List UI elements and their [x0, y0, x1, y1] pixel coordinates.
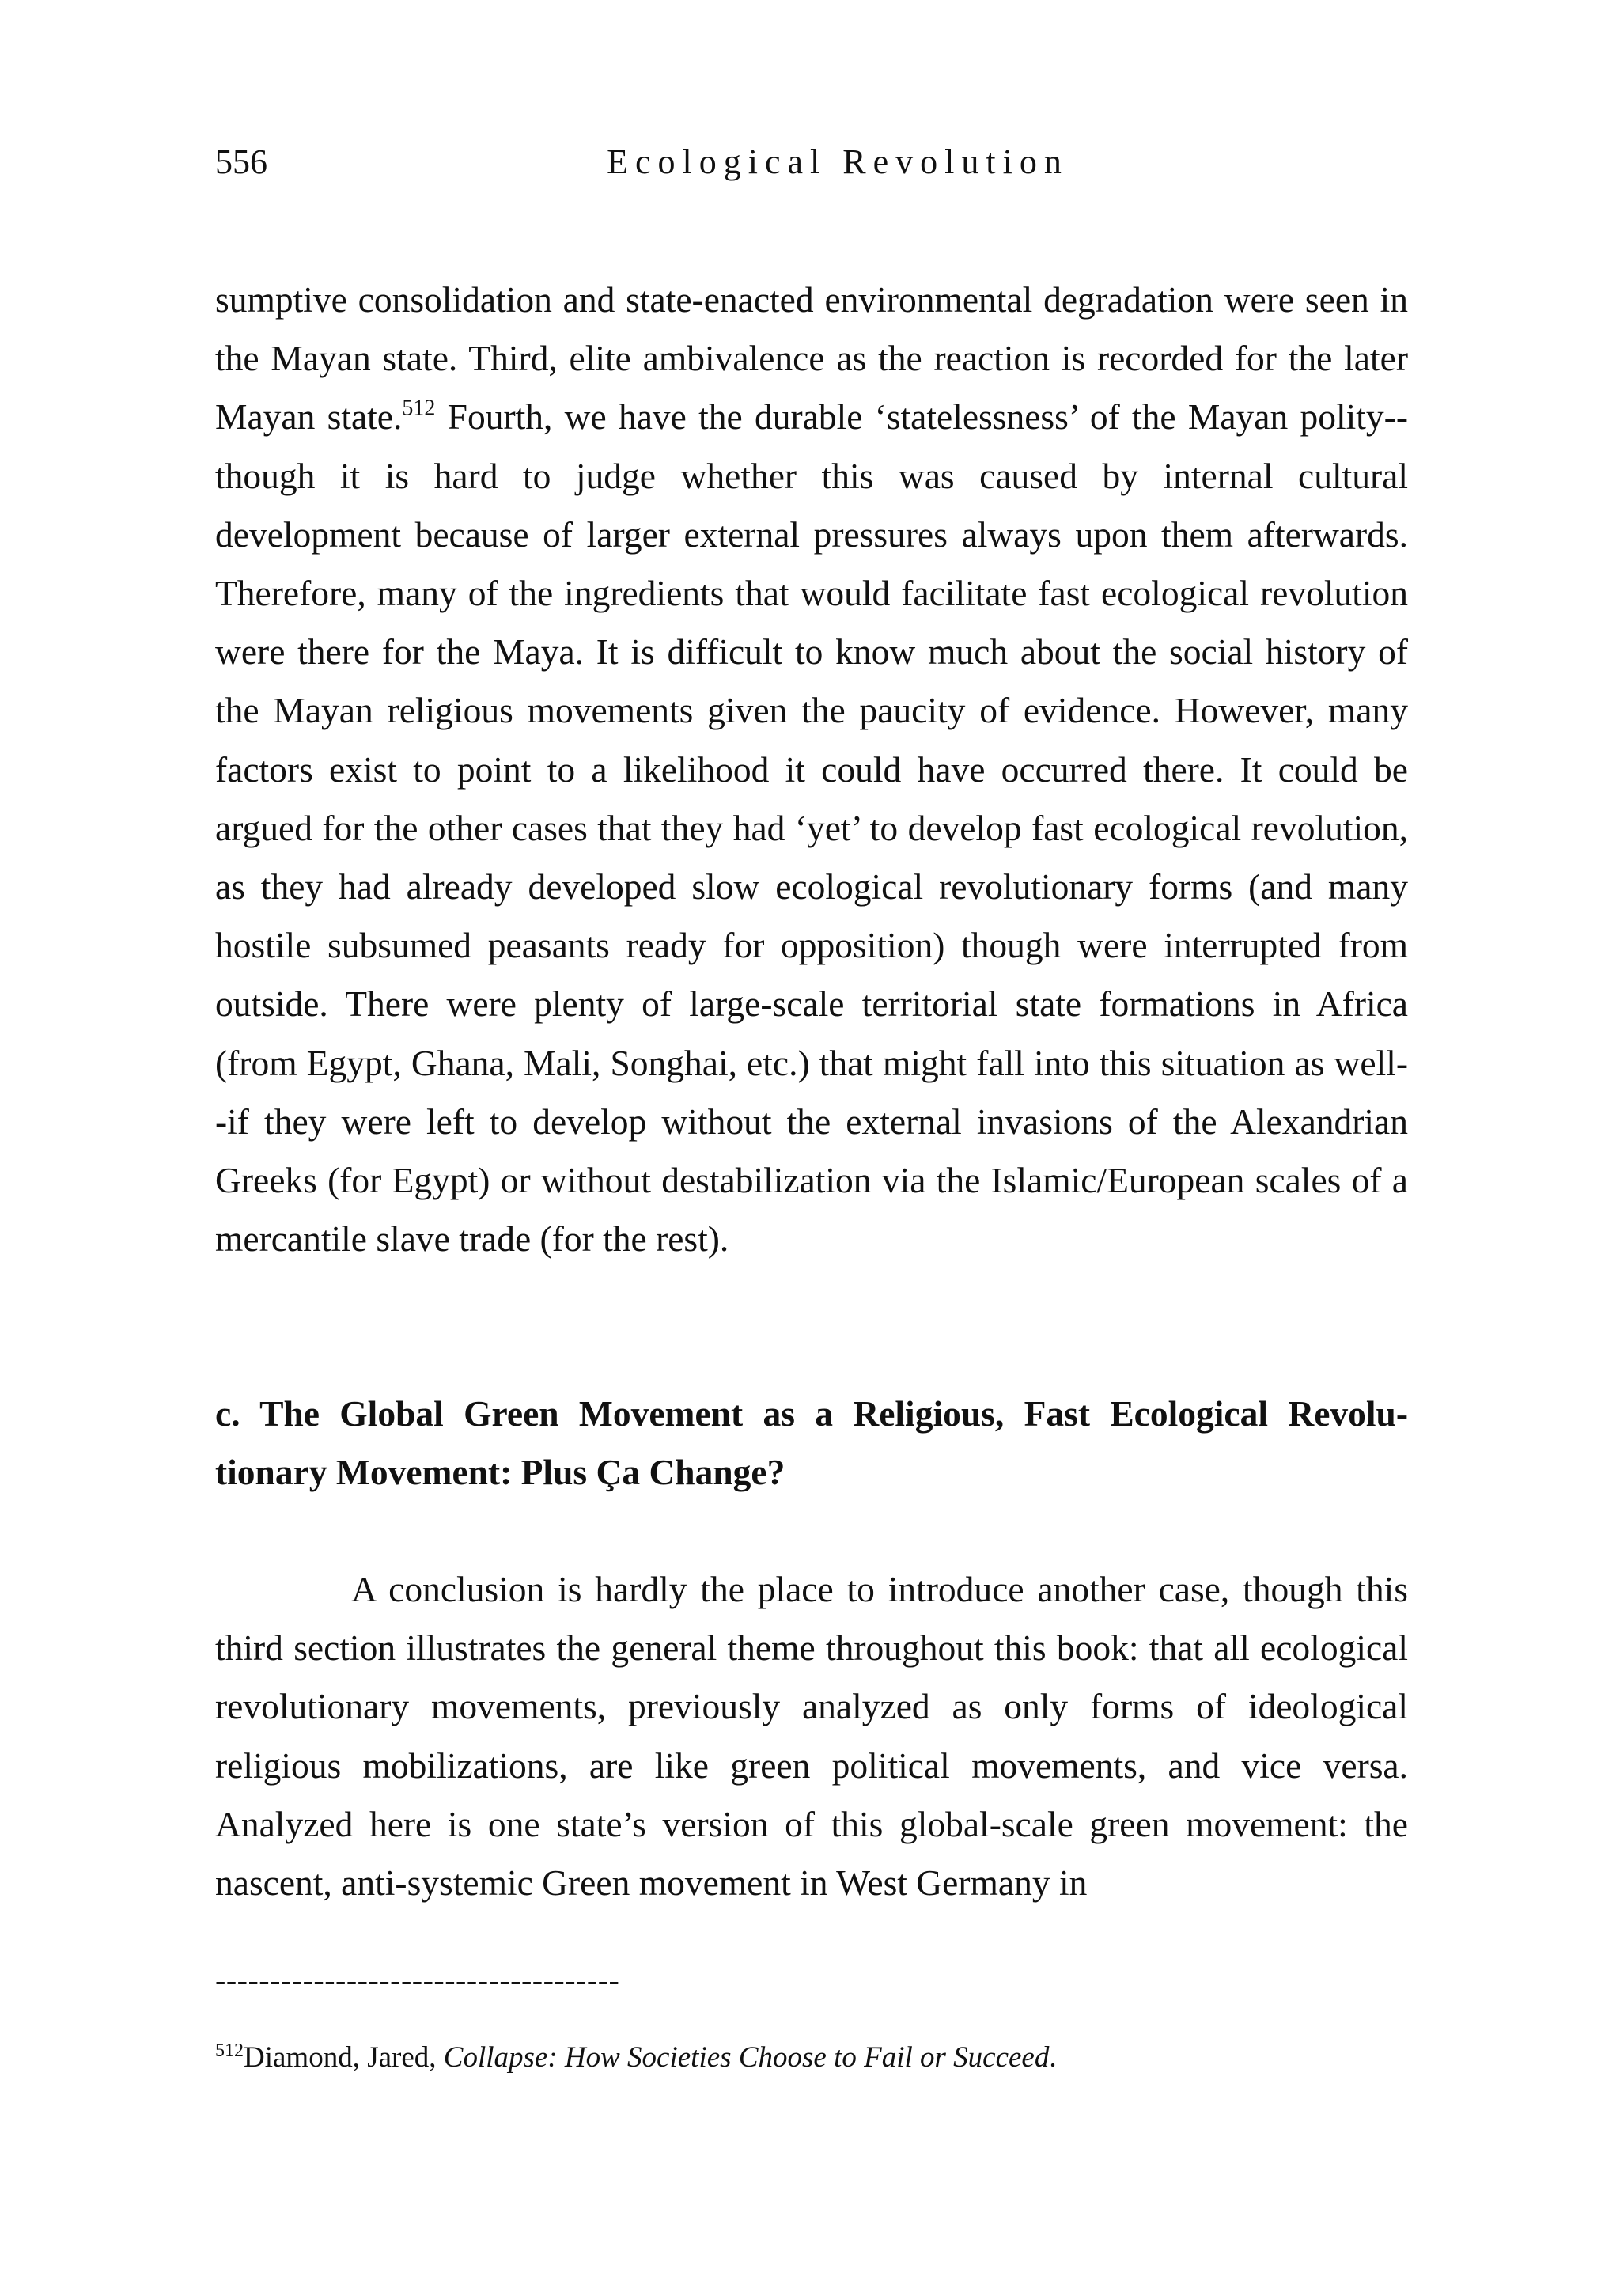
section-heading [215, 1385, 1408, 1502]
running-title: Ecological Revolution [607, 142, 1069, 181]
footnote-author: Diamond, Jared, [244, 2041, 444, 2074]
paragraph [215, 271, 1408, 1268]
footnote-number: 512 [215, 2040, 244, 2061]
body-paragraph-2 [215, 1560, 1408, 1912]
section-heading-text: c. The Global Green Movement as a Religious, Fast Ecological Revolu-tionary Movement: Plus Ça Change? [215, 1393, 1408, 1493]
footnote-reference: 512 [402, 396, 436, 422]
running-header [215, 138, 1405, 186]
footnote [215, 2038, 1408, 2078]
footnote-separator: ------------------------------------- [215, 1962, 620, 1998]
footnote-book-title: Collapse: How Societies Choose to Fail or Succeed [443, 2041, 1050, 2074]
paragraph: A conclusion is hardly the place to introduce another case, though this third section illustrates the general theme throughout this book: that all ecological revolutionary movements, previously analyzed as only forms of ideological religious mobilizations, are like green political movements, and vice versa. Analyzed here is one state’s version of this global-scale green movement: the nascent, anti-systemic Green movement in West Germany in [215, 1569, 1408, 1904]
page-number: 556 [215, 142, 267, 181]
footnote-end: . [1049, 2041, 1057, 2074]
paragraph-text-after-ref: Fourth, we have the durable ‘statelessness’ of the Mayan polity--though it is hard to judge whether this was caused by internal cultural development because of larger external pressures always upon them afterwards. Therefore, many of the ingredients that would facilitate fast ecological revolution were there for the Maya. It is difficult to know much about the social history of the Mayan religious movements given the paucity of evidence. However, many factors exist to point to a likelihood it could have occurred there. It could be argued for the other cases that they had ‘yet’ to develop fast ecological revolution, as they had already developed slow ecological revolutionary forms (and many hostile subsumed peasants ready for opposition) though were interrupted from outside. There were plenty of large-scale territorial state formations in Africa (from Egypt, Ghana, Mali, Songhai, etc.) that might fall into this situation as well--if they were left to develop without the external invasions of the Alexandrian Greeks (for Egypt) or without destabilization via the Islamic/European scales of a mercantile slave trade (for the rest). [215, 396, 1408, 1260]
body-paragraph-1 [215, 271, 1408, 1268]
paragraph-text-before-ref: sumptive consolidation and state-enacted environmental degradation were seen in the Mayan state. Third, elite ambivalence as the reaction is recorded for the later Mayan state. [215, 279, 1408, 438]
